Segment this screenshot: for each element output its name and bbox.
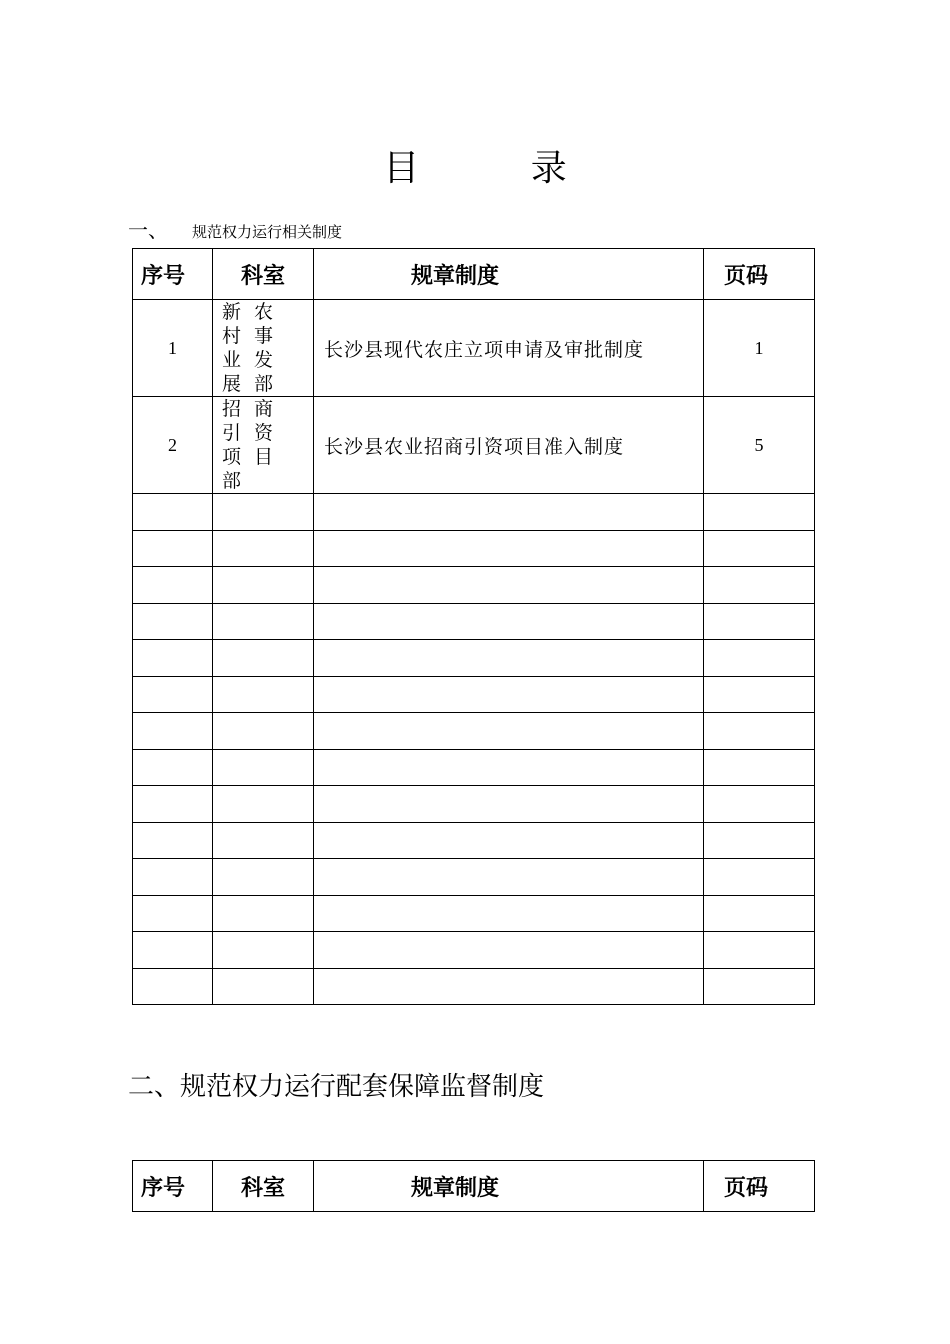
- empty-row: [133, 676, 815, 713]
- empty-row: [133, 932, 815, 969]
- section-one-heading: [128, 214, 342, 243]
- regulation-table-two: [132, 1160, 815, 1212]
- header-dept: 科室: [213, 249, 314, 300]
- row-seq: 1: [133, 300, 213, 397]
- row-dept: 新农村事业发展部: [213, 300, 314, 397]
- empty-row: [133, 640, 815, 677]
- empty-row: [133, 859, 815, 896]
- table-header-row: [133, 1161, 815, 1212]
- empty-row: [133, 494, 815, 531]
- row-page: 1: [704, 300, 815, 397]
- header-regulation: 规章制度: [314, 249, 704, 300]
- empty-row: [133, 567, 815, 604]
- empty-row: [133, 968, 815, 1005]
- header-page: 页码: [704, 249, 815, 300]
- header-seq: 序号: [133, 249, 213, 300]
- section-two-heading: 二、规范权力运行配套保障监督制度: [128, 1072, 545, 1102]
- section-one-label: 规范权力运行相关制度: [192, 223, 343, 241]
- empty-row: [133, 786, 815, 823]
- row-dept: 招商引资项目部: [213, 397, 314, 494]
- row-seq: 2: [133, 397, 213, 494]
- regulation-table-one: [132, 248, 815, 1005]
- section-one-number: 一、: [128, 218, 168, 242]
- row-page: 5: [704, 397, 815, 494]
- header-seq: 序号: [133, 1161, 213, 1212]
- row-regulation: 长沙县农业招商引资项目准入制度: [314, 397, 704, 494]
- empty-row: [133, 895, 815, 932]
- empty-row: [133, 530, 815, 567]
- row-regulation: 长沙县现代农庄立项申请及审批制度: [314, 300, 704, 397]
- header-dept: 科室: [213, 1161, 314, 1212]
- empty-row: [133, 749, 815, 786]
- table-row: [133, 300, 815, 397]
- empty-row: [133, 822, 815, 859]
- empty-row: [133, 713, 815, 750]
- empty-row: [133, 603, 815, 640]
- table-row: [133, 397, 815, 494]
- page-title: 目 录: [383, 148, 617, 189]
- header-regulation: 规章制度: [314, 1161, 704, 1212]
- header-page: 页码: [704, 1161, 815, 1212]
- table-header-row: [133, 249, 815, 300]
